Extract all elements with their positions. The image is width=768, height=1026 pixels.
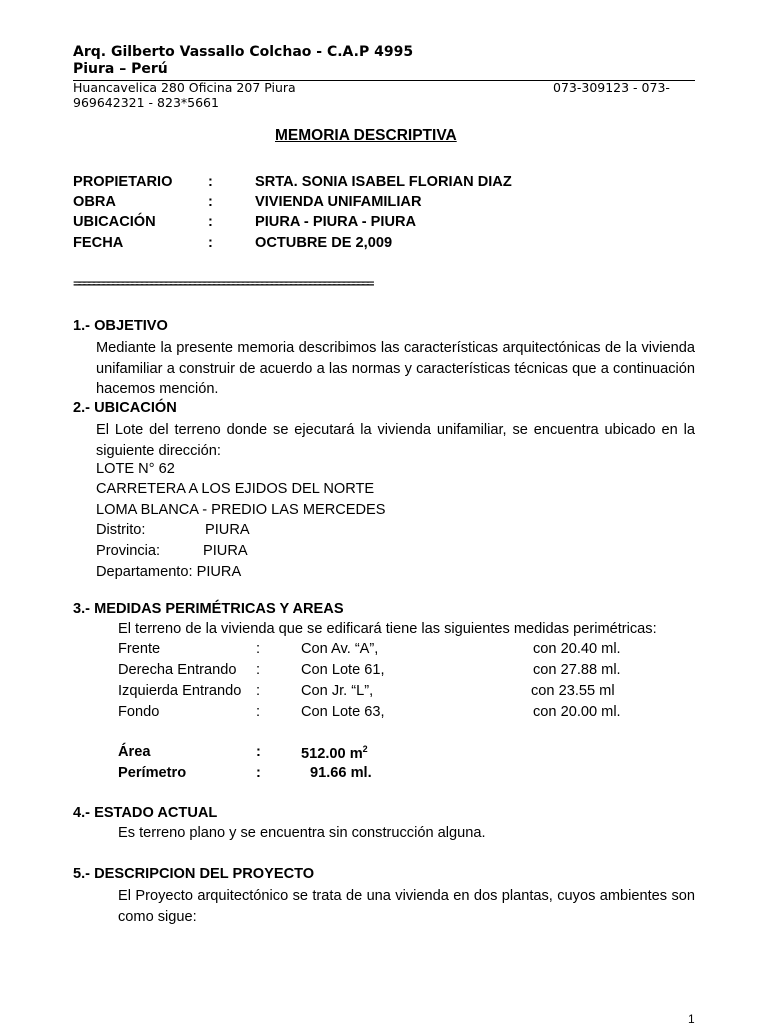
document-title: MEMORIA DESCRIPTIVA — [275, 127, 457, 144]
distrito-label: Distrito: — [96, 522, 146, 538]
perimeter-sep: : — [256, 765, 261, 781]
architect-name: Arq. Gilberto Vassallo Colchao - C.A.P 4995 — [73, 44, 414, 60]
section-text-objetivo: Mediante la presente memoria describimos las características arquitectónicas de la vivienda unifamiliar a construir de acuerdo a las normas y características técnicas que a continuación hacemos mención. — [96, 340, 695, 397]
section-heading-descripcion: 5.- DESCRIPCION DEL PROYECTO — [73, 866, 315, 882]
side-label: Derecha Entrando — [118, 662, 237, 678]
info-label: OBRA — [73, 194, 116, 210]
info-sep: : — [208, 214, 213, 230]
area-superscript: 2 — [362, 744, 368, 754]
provincia-value: PIURA — [203, 543, 248, 559]
info-label: UBICACIÓN — [73, 214, 156, 230]
side-measure: con 20.00 ml. — [533, 704, 621, 720]
side-sep: : — [256, 641, 261, 657]
info-sep: : — [208, 194, 213, 210]
header-phone-cont: 969642321 - 823*5661 — [73, 95, 219, 110]
area-label: Área — [118, 744, 151, 760]
side-label: Fondo — [118, 704, 160, 720]
page-number: 1 — [688, 1012, 695, 1026]
info-sep: : — [208, 174, 213, 190]
side-boundary: Con Av. “A”, — [301, 641, 379, 657]
address-line: LOMA BLANCA - PREDIO LAS MERCEDES — [96, 502, 386, 518]
side-sep: : — [256, 662, 261, 678]
area-sep: : — [256, 744, 261, 760]
side-boundary: Con Lote 63, — [301, 704, 385, 720]
info-label: PROPIETARIO — [73, 174, 173, 190]
perimeter-value: 91.66 ml. — [310, 765, 372, 781]
side-label: Izquierda Entrando — [118, 683, 242, 699]
address-line: LOTE N° 62 — [96, 461, 175, 477]
header-address: Huancavelica 280 Oficina 207 Piura — [73, 80, 296, 95]
info-value: PIURA - PIURA - PIURA — [255, 214, 417, 230]
side-measure: con 20.40 ml. — [533, 641, 621, 657]
info-value: VIVIENDA UNIFAMILIAR — [255, 194, 422, 210]
section-heading-ubicacion: 2.- UBICACIÓN — [73, 400, 177, 416]
header-phone: 073-309123 - 073- — [553, 80, 670, 95]
info-value: SRTA. SONIA ISABEL FLORIAN DIAZ — [255, 174, 512, 190]
address-line: CARRETERA A LOS EJIDOS DEL NORTE — [96, 481, 375, 497]
info-value: OCTUBRE DE 2,009 — [255, 235, 393, 251]
section-heading-medidas: 3.- MEDIDAS PERIMÉTRICAS Y AREAS — [73, 601, 344, 617]
info-label: FECHA — [73, 235, 124, 251]
area-value: 512.00 $m^2$ — [301, 744, 368, 762]
info-sep: : — [208, 235, 213, 251]
provincia-label: Provincia: — [96, 543, 161, 559]
side-boundary: Con Jr. “L”, — [301, 683, 374, 699]
section-heading-estado: 4.- ESTADO ACTUAL — [73, 805, 218, 821]
medidas-intro: El terreno de la vivienda que se edificará tiene las siguientes medidas perimétricas: — [118, 621, 657, 637]
equals-divider: ============================================================== — [73, 276, 371, 292]
departamento-line: Departamento: PIURA — [96, 564, 242, 580]
section-heading-objetivo: 1.- OBJETIVO — [73, 318, 168, 334]
section-text-descripcion: El Proyecto arquitectónico se trata de una vivienda en dos plantas, cuyos ambientes son como sigue: — [118, 888, 695, 925]
side-label: Frente — [118, 641, 161, 657]
side-measure: con 23.55 ml — [531, 683, 615, 699]
distrito-value: PIURA — [205, 522, 250, 538]
side-sep: : — [256, 704, 261, 720]
header-city: Piura – Perú — [73, 61, 168, 77]
side-measure: con 27.88 ml. — [533, 662, 621, 678]
side-boundary: Con Lote 61, — [301, 662, 385, 678]
perimeter-label: Perímetro — [118, 765, 187, 781]
side-sep: : — [256, 683, 261, 699]
section-text-estado: Es terreno plano y se encuentra sin construcción alguna. — [118, 825, 486, 841]
section-text-ubicacion: El Lote del terreno donde se ejecutará la vivienda unifamiliar, se encuentra ubicado en la siguiente dirección: — [96, 422, 695, 459]
